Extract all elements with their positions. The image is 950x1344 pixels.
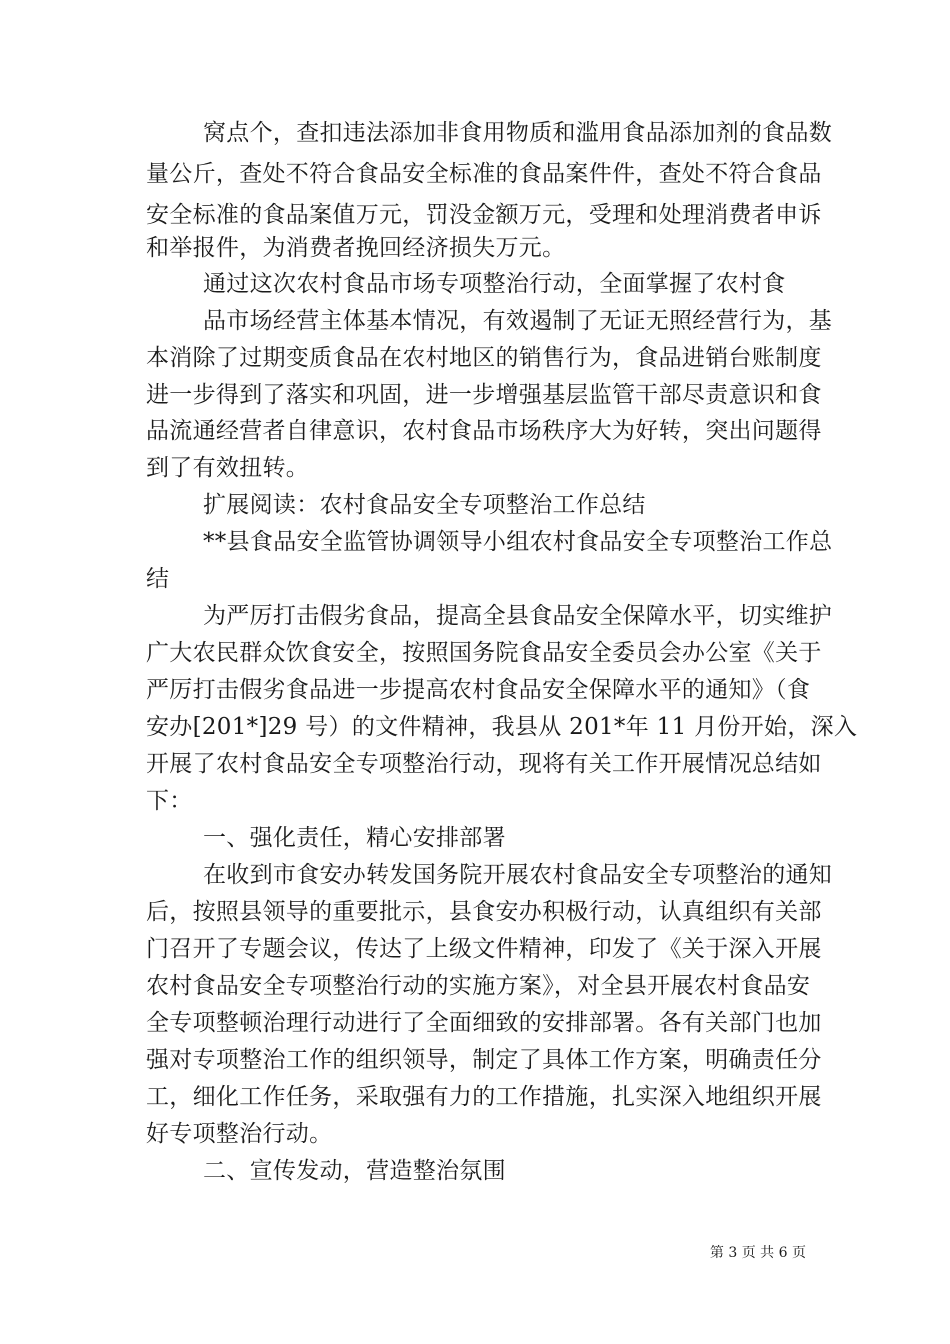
body-line: 品市场经营主体基本情况，有效遏制了无证无照经营行为，基: [203, 308, 833, 334]
body-line: 安办[201*]29 号）的文件精神，我县从 201*年 11 月份开始，深入: [146, 714, 858, 740]
document-title: **县食品安全监管协调领导小组农村食品安全专项整治工作总: [203, 529, 833, 555]
body-line: 门召开了专题会议，传达了上级文件精神，印发了《关于深入开展: [146, 936, 822, 962]
section-heading: 一、强化责任，精心安排部署: [203, 825, 506, 851]
document-title: 结: [146, 566, 170, 592]
body-line: 广大农民群众饮食安全，按照国务院食品安全委员会办公室《关于: [146, 640, 822, 666]
body-line: 全专项整顿治理行动进行了全面细致的安排部署。各有关部门也加: [146, 1010, 822, 1036]
body-line: 品流通经营者自律意识，农村食品市场秩序大为好转，突出问题得: [146, 418, 822, 444]
body-line: 在收到市食安办转发国务院开展农村食品安全专项整治的通知: [203, 862, 833, 888]
body-line: 好专项整治行动。: [146, 1121, 333, 1147]
body-line: 严厉打击假劣食品进一步提高农村食品安全保障水平的通知》（食: [146, 677, 811, 703]
body-line: 本消除了过期变质食品在农村地区的销售行为，食品进销台账制度: [146, 345, 822, 371]
body-line: 和举报件，为消费者挽回经济损失万元。: [146, 235, 566, 261]
body-line: 到了有效扭转。: [146, 455, 310, 481]
section-heading: 二、宣传发动，营造整治氛围: [203, 1158, 506, 1184]
body-line: 进一步得到了落实和巩固，进一步增强基层监管干部尽责意识和食: [146, 382, 822, 408]
body-line: 通过这次农村食品市场专项整治行动，全面掌握了农村食: [203, 271, 786, 297]
body-line: 安全标准的食品案值万元，罚没金额万元，受理和处理消费者申诉: [146, 202, 822, 228]
body-line: 量公斤，查处不符合食品安全标准的食品案件件，查处不符合食品: [146, 161, 822, 187]
body-line: 为严厉打击假劣食品，提高全县食品安全保障水平，切实维护: [203, 603, 833, 629]
body-line: 工，细化工作任务，采取强有力的工作措施，扎实深入地组织开展: [146, 1084, 822, 1110]
section-heading: 扩展阅读：农村食品安全专项整治工作总结: [203, 492, 646, 518]
body-line: 窝点个，查扣违法添加非食用物质和滥用食品添加剂的食品数: [203, 120, 833, 146]
body-line: 农村食品安全专项整治行动的实施方案》，对全县开展农村食品安: [146, 973, 811, 999]
body-line: 强对专项整治工作的组织领导，制定了具体工作方案，明确责任分: [146, 1047, 822, 1073]
body-line: 后，按照县领导的重要批示，县食安办积极行动，认真组织有关部: [146, 899, 822, 925]
page-number: 第 3 页 共 6 页: [709, 1245, 806, 1261]
body-line: 下：: [146, 788, 193, 814]
body-line: 开展了农村食品安全专项整治行动，现将有关工作开展情况总结如: [146, 751, 822, 777]
